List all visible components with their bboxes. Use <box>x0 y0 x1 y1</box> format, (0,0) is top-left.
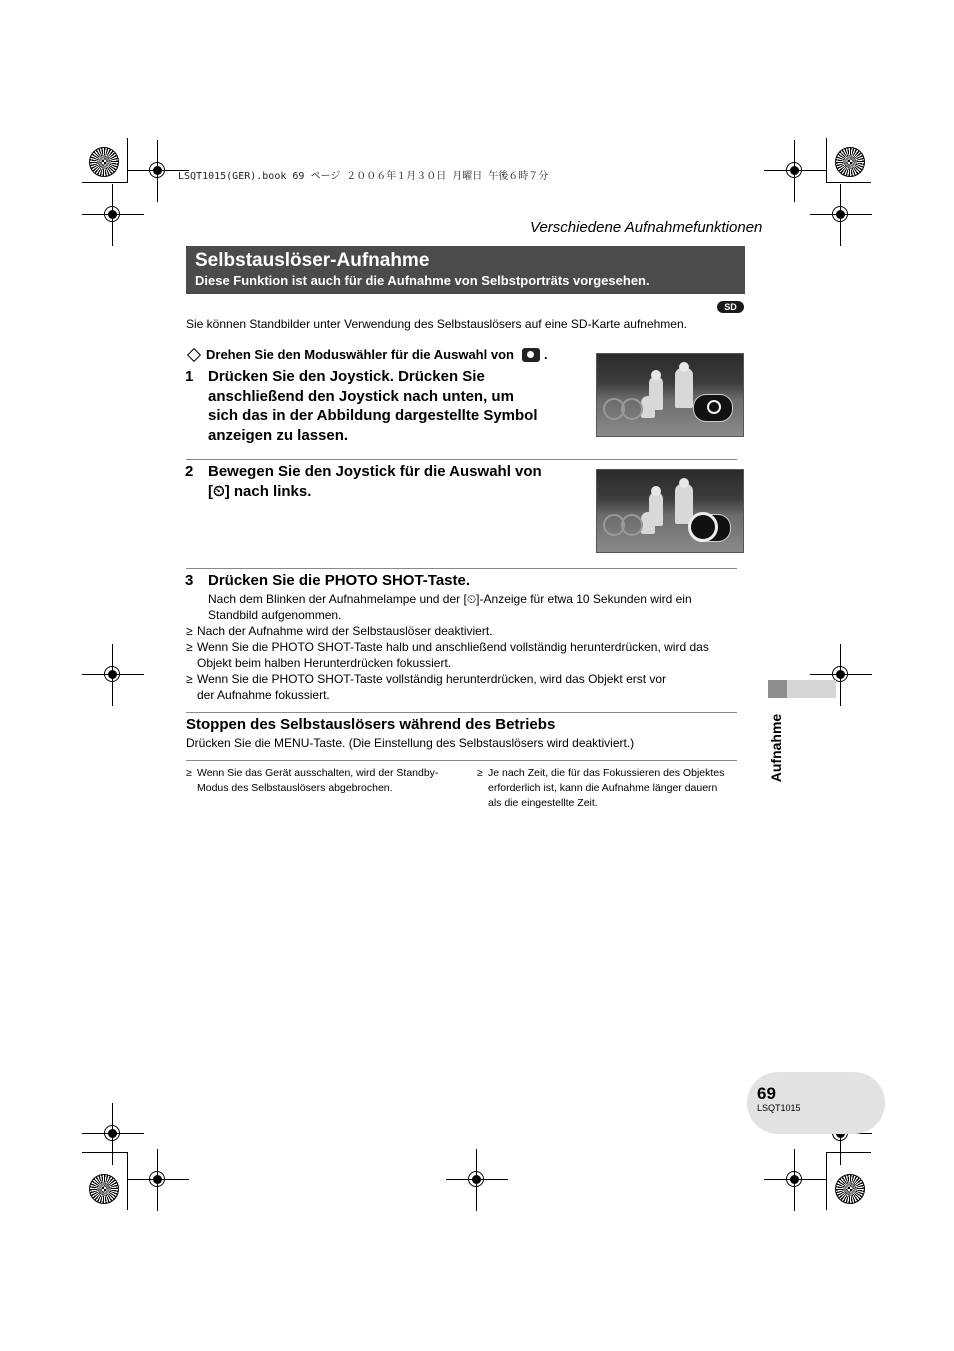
divider <box>186 712 737 713</box>
step-3-description <box>208 591 692 623</box>
note-line: als die eingestellte Zeit. <box>488 797 598 809</box>
source-file-header: LSQT1015(GER).book 69 ページ ２００６年１月３０日 月曜日 午後６時７分 <box>178 171 549 182</box>
stop-heading: Stoppen des Selbstauslösers während des Betriebs <box>186 716 556 733</box>
note-line: Wenn Sie das Gerät ausschalten, wird der Standby- <box>197 767 439 779</box>
bullet-line: Wenn Sie die PHOTO SHOT-Taste vollständig herunterdrücken, wird das Objekt erst vor <box>197 672 667 686</box>
step-line: Drücken Sie die PHOTO SHOT-Taste. <box>208 572 471 589</box>
divider <box>186 459 737 460</box>
step-number: 2 <box>185 463 194 480</box>
divider <box>186 568 737 569</box>
document-code: LSQT1015 <box>757 1103 801 1113</box>
bullet-symbol: ≥ <box>186 767 192 779</box>
preparation-note <box>186 347 548 362</box>
chapter-tab <box>768 680 836 698</box>
note-line: Je nach Zeit, die für das Fokussieren des Objektes <box>488 767 725 779</box>
step-line: sich das in der Abbildung dargestellte Symbol <box>208 407 538 424</box>
bullet-line: Objekt beim halben Herunterdrücken fokussiert. <box>197 656 452 670</box>
step-line: anschließend den Joystick nach unten, um <box>208 387 514 405</box>
step-line: Drücken Sie den Joystick. Drücken Sie <box>208 368 485 385</box>
illustration-step-2 <box>596 469 744 553</box>
camera-mode-icon <box>522 348 540 362</box>
bullet-symbol: ≥ <box>186 624 193 638</box>
step-number: 1 <box>185 368 194 385</box>
section-header: Verschiedene Aufnahmefunktionen <box>530 219 763 236</box>
bullet-line: Wenn Sie die PHOTO SHOT-Taste halb und anschließend vollständig herunterdrücken, wird das <box>197 640 709 654</box>
bullet-symbol: ≥ <box>477 767 483 779</box>
step-2 <box>185 462 585 502</box>
step-3 <box>185 571 585 591</box>
bullet-symbol: ≥ <box>186 640 193 654</box>
illustration-step-1 <box>596 353 744 437</box>
bullet-symbol: ≥ <box>186 672 193 686</box>
preparation-text: Drehen Sie den Moduswähler für die Auswahl von <box>206 347 514 362</box>
intro-text: Sie können Standbilder unter Verwendung des Selbstauslösers auf eine SD-Karte aufnehmen. <box>186 317 687 331</box>
page-subtitle: Diese Funktion ist auch für die Aufnahme von Selbstporträts vorgesehen. <box>195 273 650 288</box>
bullet-line: der Aufnahme fokussiert. <box>197 688 330 702</box>
description-line: Nach dem Blinken der Aufnahmelampe und der [⏲]-Anzeige für etwa 10 Sekunden wird ein <box>208 592 692 606</box>
sd-badge: SD <box>717 301 744 313</box>
chapter-label: Aufnahme <box>768 713 785 783</box>
divider <box>186 760 737 761</box>
description-line: Standbild aufgenommen. <box>208 608 342 622</box>
step-line: [⏲] nach links. <box>208 482 312 500</box>
page-number: 69 <box>757 1084 776 1103</box>
step-line: anzeigen zu lassen. <box>208 426 349 444</box>
page-title: Selbstauslöser-Aufnahme <box>195 250 430 271</box>
bullet-line: Nach der Aufnahme wird der Selbstauslöser deaktiviert. <box>197 624 493 638</box>
note-line: erforderlich ist, kann die Aufnahme länger dauern <box>488 782 718 794</box>
step-line: Bewegen Sie den Joystick für die Auswahl von <box>208 463 542 480</box>
note-line: Modus des Selbstauslösers abgebrochen. <box>197 782 393 794</box>
title-bar <box>186 246 745 294</box>
step-number: 3 <box>185 572 194 589</box>
stop-text: Drücken Sie die MENU-Taste. (Die Einstellung des Selbstauslösers wird deaktiviert.) <box>186 736 635 750</box>
step-1 <box>185 367 585 447</box>
preparation-suffix: . <box>543 347 548 362</box>
diamond-icon <box>187 347 201 361</box>
